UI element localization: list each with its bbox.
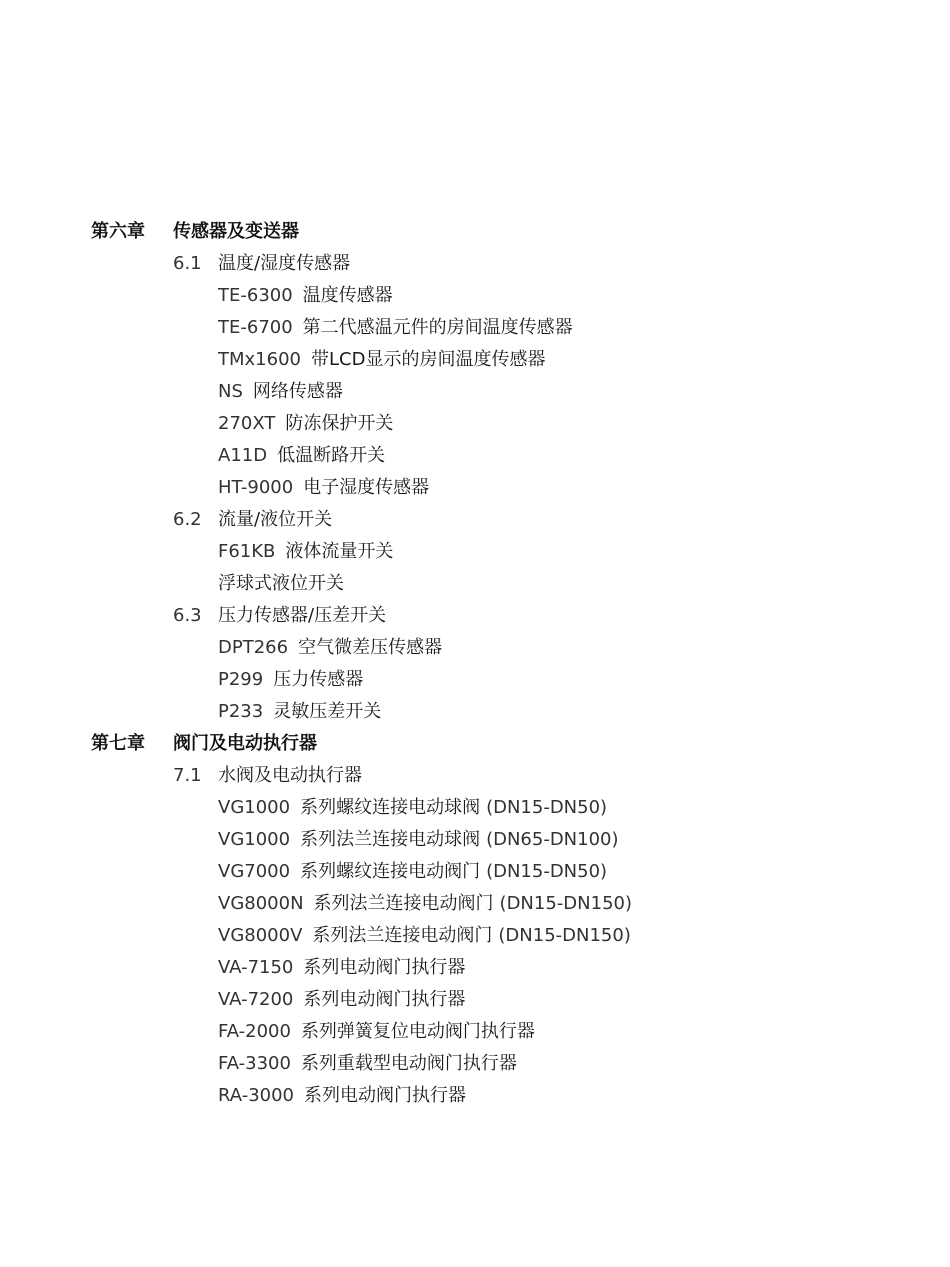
list-item (0, 312, 950, 344)
item-model: VA-7150 (218, 957, 294, 978)
item-description: 系列法兰连接电动阀门 (313, 893, 494, 914)
item-model: HT-9000 (218, 477, 294, 498)
item-description: 系列弹簧复位电动阀门执行器 (300, 1021, 535, 1042)
item-model: P233 (218, 701, 264, 722)
item-description: 浮球式液位开关 (218, 573, 344, 594)
list-item (0, 1016, 950, 1048)
section-number: 6.1 (173, 253, 202, 274)
list-item (0, 472, 950, 504)
section-heading (0, 760, 950, 792)
chapter-number: 第六章 (91, 221, 145, 242)
item-model: TE-6700 (218, 317, 293, 338)
section-title: 压力传感器/压差开关 (218, 605, 387, 626)
item-model: RA-3000 (218, 1085, 294, 1106)
item-model: P299 (218, 669, 264, 690)
item-description: 系列螺纹连接电动阀门 (300, 861, 481, 882)
item-description: 系列电动阀门执行器 (303, 989, 466, 1010)
item-description: 系列螺纹连接电动球阀 (300, 797, 481, 818)
list-item (0, 440, 950, 472)
item-model: 270XT (218, 413, 276, 434)
section-title: 水阀及电动执行器 (218, 765, 362, 786)
item-model: FA-2000 (218, 1021, 291, 1042)
item-description: 液体流量开关 (285, 541, 394, 562)
list-item (0, 632, 950, 664)
item-size-range: (DN15-DN50) (486, 797, 608, 818)
chapter-title: 阀门及电动执行器 (173, 733, 317, 754)
item-description: 灵敏压差开关 (273, 701, 382, 722)
section-number: 7.1 (173, 765, 202, 786)
item-description: 系列重载型电动阀门执行器 (300, 1053, 517, 1074)
section-heading (0, 248, 950, 280)
list-item (0, 856, 950, 888)
item-description: 第二代感温元件的房间温度传感器 (302, 317, 573, 338)
item-description: 低温断路开关 (277, 445, 386, 466)
item-description: 防冻保护开关 (285, 413, 394, 434)
item-description: 系列电动阀门执行器 (303, 957, 466, 978)
section-heading (0, 600, 950, 632)
list-item (0, 888, 950, 920)
list-item (0, 792, 950, 824)
section-number: 6.2 (173, 509, 202, 530)
item-description: 电子湿度传感器 (303, 477, 430, 498)
item-description: 系列电动阀门执行器 (304, 1085, 466, 1106)
item-size-range: (DN65-DN100) (486, 829, 619, 850)
list-item (0, 952, 950, 984)
item-model: VG8000V (218, 925, 303, 946)
item-model: VG1000 (218, 797, 291, 818)
item-model: VG1000 (218, 829, 291, 850)
item-size-range: (DN15-DN150) (498, 925, 631, 946)
item-model: NS (218, 381, 243, 402)
section-number: 6.3 (173, 605, 202, 626)
list-item (0, 408, 950, 440)
item-size-range: (DN15-DN150) (499, 893, 632, 914)
list-item (0, 280, 950, 312)
list-item (0, 536, 950, 568)
chapter-heading (0, 216, 950, 248)
item-model: DPT266 (218, 637, 289, 658)
list-item (0, 344, 950, 376)
section-heading (0, 504, 950, 536)
section-title: 温度/湿度传感器 (218, 253, 351, 274)
item-description: 网络传感器 (252, 381, 343, 402)
list-item (0, 1048, 950, 1080)
item-model: A11D (218, 445, 268, 466)
list-item (0, 920, 950, 952)
item-description: 空气微差压传感器 (298, 637, 443, 658)
list-item (0, 984, 950, 1016)
item-model: F61KB (218, 541, 276, 562)
item-description: 系列法兰连接电动阀门 (312, 925, 493, 946)
list-item (0, 824, 950, 856)
list-item (0, 664, 950, 696)
item-model: VG7000 (218, 861, 291, 882)
list-item (0, 696, 950, 728)
chapter-number: 第七章 (91, 733, 145, 754)
item-description: 带LCD显示的房间温度传感器 (311, 349, 546, 370)
list-item (0, 568, 950, 600)
item-model: FA-3300 (218, 1053, 291, 1074)
item-description: 温度传感器 (302, 285, 393, 306)
section-title: 流量/液位开关 (218, 509, 333, 530)
item-description: 系列法兰连接电动球阀 (300, 829, 481, 850)
item-description: 压力传感器 (273, 669, 364, 690)
list-item (0, 376, 950, 408)
item-model: TMx1600 (218, 349, 301, 370)
chapter-title: 传感器及变送器 (173, 221, 299, 242)
item-size-range: (DN15-DN50) (486, 861, 608, 882)
item-model: VG8000N (218, 893, 304, 914)
chapter-heading (0, 728, 950, 760)
item-model: VA-7200 (218, 989, 294, 1010)
list-item (0, 1080, 950, 1112)
table-of-contents (0, 216, 950, 1112)
item-model: TE-6300 (218, 285, 293, 306)
